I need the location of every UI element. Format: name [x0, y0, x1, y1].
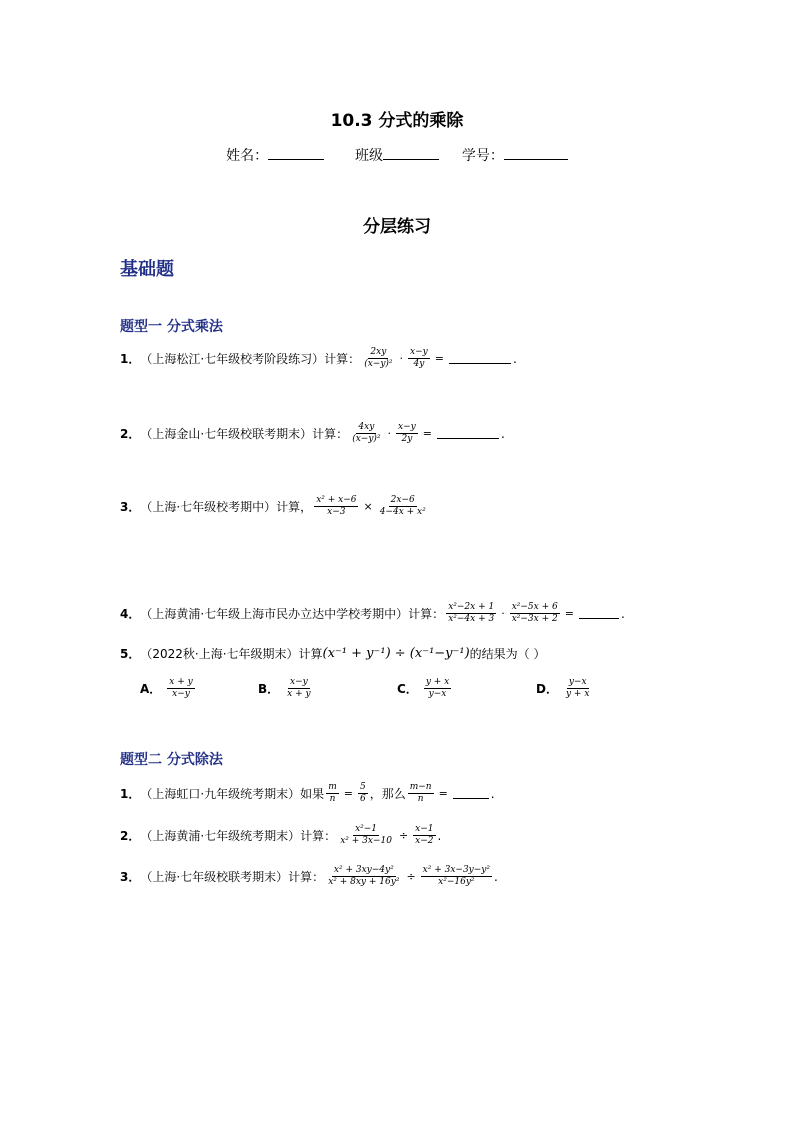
class-label: 班级	[355, 148, 383, 164]
denominator: 2y	[401, 434, 413, 444]
fraction	[421, 866, 492, 887]
subtitle: 分层练习	[363, 217, 431, 237]
q-text-middle: ，那么	[369, 787, 406, 801]
fraction	[314, 496, 358, 517]
numerator: x + y	[169, 677, 193, 687]
s2-question-2	[120, 825, 441, 846]
fraction	[408, 348, 430, 369]
level-heading: 基础题	[120, 259, 174, 280]
q-text: （2022秋·上海·七年级期末）计算	[140, 647, 323, 661]
denominator: x + y	[287, 689, 311, 699]
numerator: x²−5x + 6	[511, 602, 558, 612]
section1-heading: 题型一 分式乘法	[120, 319, 223, 335]
denominator: 4−4x + x²	[379, 507, 426, 517]
period: .	[490, 786, 495, 801]
q-number: 1．	[120, 352, 141, 366]
fraction	[285, 678, 312, 699]
numerator: x−y	[290, 677, 308, 687]
numerator: m	[328, 782, 337, 792]
q-number: 2．	[120, 427, 141, 441]
q-text: （上海松江·七年级校考阶段练习）计算：	[140, 352, 361, 366]
fraction	[413, 825, 435, 846]
numerator: x² + x−6	[316, 495, 357, 505]
option-label: D．	[536, 682, 558, 696]
s1-question-4	[120, 603, 625, 624]
denominator: (x−y)²	[364, 359, 393, 369]
denominator: 4y	[413, 359, 425, 369]
option-d[interactable]	[536, 678, 593, 699]
fraction	[167, 678, 194, 699]
s1-question-2	[120, 423, 505, 444]
denominator: x−y	[172, 689, 190, 699]
denominator: x²−3x + 2	[511, 614, 558, 624]
period: .	[512, 351, 517, 366]
q-number: 1．	[120, 787, 141, 801]
numerator: y−x	[568, 677, 587, 687]
fraction	[564, 678, 591, 699]
fraction	[362, 348, 394, 369]
numerator: x−1	[415, 824, 434, 834]
denominator: n	[329, 794, 336, 804]
q-number: 4．	[120, 607, 141, 621]
denominator: n	[417, 794, 424, 804]
option-label: C．	[397, 682, 418, 696]
denominator: x²−4x + 3	[448, 614, 495, 624]
numerator: m−n	[409, 782, 432, 792]
fraction	[326, 866, 401, 887]
section2-heading: 题型二 分式除法	[120, 752, 223, 768]
expression: (x⁻¹ + y⁻¹) ÷ (x⁻¹−y⁻¹)	[322, 646, 470, 661]
fraction	[446, 603, 496, 624]
q-number: 3．	[120, 870, 141, 884]
q-number: 5．	[120, 647, 141, 661]
denominator: x−3	[327, 507, 346, 517]
fraction	[358, 783, 368, 804]
fraction	[378, 496, 428, 517]
fraction	[350, 423, 382, 444]
s2-question-1	[120, 783, 495, 804]
numerator: 2xy	[370, 347, 387, 357]
fraction	[408, 783, 434, 804]
period: .	[494, 869, 498, 884]
operator: ÷	[406, 870, 416, 883]
denominator: x−2	[415, 836, 434, 846]
student-info	[0, 145, 794, 165]
numerator: x−y	[398, 422, 416, 432]
fraction	[338, 825, 394, 846]
operator: ÷	[398, 829, 409, 842]
option-label: B．	[258, 682, 280, 696]
answer-blank[interactable]	[579, 608, 619, 619]
denominator: x²−16y²	[438, 877, 475, 887]
numerator: x−y	[410, 347, 428, 357]
answer-blank[interactable]	[449, 353, 511, 364]
fraction	[396, 423, 418, 444]
s2-question-3	[120, 866, 498, 887]
numerator: 4xy	[358, 422, 375, 432]
fraction	[326, 783, 339, 804]
name-label: 姓名：	[226, 148, 269, 164]
q-text: （上海·七年级校联考期末）计算：	[140, 870, 325, 884]
id-label: 学号：	[461, 148, 504, 164]
period: .	[437, 828, 442, 843]
q-number: 2．	[120, 829, 141, 843]
q-text: （上海虹口·九年级统考期末）如果	[140, 787, 325, 801]
equals: =	[564, 607, 574, 620]
denominator: x² + 3x−10	[340, 836, 392, 846]
denominator: y + x	[565, 689, 590, 699]
operator: ·	[387, 427, 392, 440]
q-text: （上海黄浦·七年级统考期末）计算：	[140, 829, 337, 843]
page-title: 10.3 分式的乘除	[330, 111, 464, 131]
name-blank[interactable]	[268, 145, 324, 160]
equals: =	[434, 352, 444, 365]
operator: ·	[399, 352, 404, 365]
equals: =	[438, 787, 448, 800]
s1-question-3	[120, 496, 430, 517]
option-a[interactable]	[140, 678, 197, 699]
denominator: 6	[359, 794, 366, 804]
q-text: （上海金山·七年级校联考期末）计算：	[140, 427, 349, 441]
option-label: A．	[140, 682, 162, 696]
equals: =	[343, 787, 353, 800]
numerator: y + x	[425, 677, 450, 687]
numerator: x² + 3xy−4y²	[333, 865, 394, 875]
equals: =	[422, 427, 432, 440]
s1-question-5	[120, 645, 546, 662]
numerator: 5	[359, 782, 366, 792]
denominator: x² + 8xy + 16y²	[328, 877, 400, 887]
s1-question-1	[120, 348, 517, 369]
fraction	[424, 678, 451, 699]
numerator: 2x−6	[390, 495, 415, 505]
denominator: (x−y)²	[352, 434, 381, 444]
period: .	[620, 606, 625, 621]
q-text: （上海黄浦·七年级上海市民办立达中学校考期中）计算：	[140, 607, 445, 621]
numerator: x² + 3x−3y−y²	[422, 865, 490, 875]
q-text: （上海·七年级校考期中）计算，	[140, 500, 313, 514]
q-text-suffix: 的结果为（ ）	[469, 647, 546, 661]
denominator: y−x	[428, 689, 447, 699]
class-blank[interactable]	[383, 145, 439, 160]
answer-blank[interactable]	[453, 788, 489, 799]
period: .	[500, 426, 505, 441]
numerator: x²−2x + 1	[448, 602, 495, 612]
answer-blank[interactable]	[437, 428, 499, 439]
operator: ×	[363, 500, 373, 513]
option-c[interactable]	[397, 678, 453, 699]
numerator: x²−1	[355, 824, 378, 834]
option-b[interactable]	[258, 678, 315, 699]
fraction	[510, 603, 560, 624]
id-blank[interactable]	[504, 145, 568, 160]
q-number: 3．	[120, 500, 141, 514]
operator: ·	[501, 607, 505, 620]
